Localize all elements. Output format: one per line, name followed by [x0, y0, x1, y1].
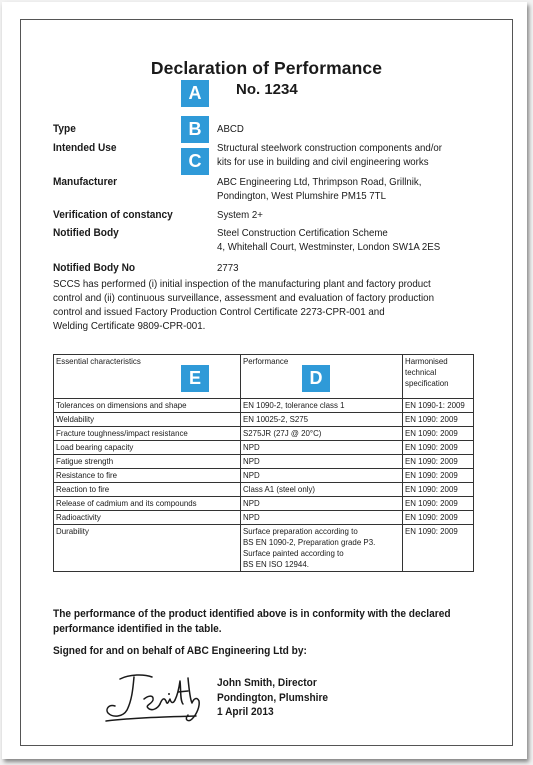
spec-cell: EN 1090: 2009: [403, 511, 474, 525]
performance-cell: Surface preparation according to BS EN 1090-2, Preparation grade P3. Surface painted according to BS EN ISO 12944.: [241, 525, 403, 572]
spec-cell: EN 1090-1: 2009: [403, 399, 474, 413]
notified-body-no-label: Notified Body No: [53, 262, 136, 274]
signatory-date: 1 April 2013: [217, 706, 274, 718]
performance-cell: EN 1090-2, tolerance class 1: [241, 399, 403, 413]
characteristic-cell: Radioactivity: [54, 511, 241, 525]
notified-body-line: 4, Whitehall Court, Westminster, London SW1A 2ES: [217, 241, 441, 253]
table-header-row: [54, 355, 474, 399]
intended-use-line: kits for use in building and civil engineering works: [217, 156, 429, 168]
verification-label: Verification of constancy: [53, 209, 173, 221]
intended-use-line: Structural steelwork construction components and/or: [217, 142, 442, 154]
statement-line: control and issued Factory Production Control Certificate 2273-CPR-001 and: [53, 306, 385, 318]
verification-value: System 2+: [217, 209, 263, 221]
performance-cell: NPD: [241, 497, 403, 511]
badge-e: E: [181, 365, 209, 392]
badge-b: B: [181, 116, 209, 143]
badge-c: C: [181, 148, 209, 175]
spec-cell: EN 1090: 2009: [403, 497, 474, 511]
notified-body-label: Notified Body: [53, 227, 119, 239]
manufacturer-line: Pondington, West Plumshire PM15 7TL: [217, 190, 386, 202]
column-header-performance: Performance: [241, 355, 403, 399]
spec-cell: EN 1090: 2009: [403, 413, 474, 427]
table-row: [54, 511, 474, 525]
manufacturer-label: Manufacturer: [53, 176, 118, 188]
type-label: Type: [53, 123, 76, 135]
signatory-name: John Smith, Director: [217, 677, 317, 689]
characteristic-cell: Resistance to fire: [54, 469, 241, 483]
table-row: [54, 469, 474, 483]
badge-a: A: [181, 80, 209, 107]
conformity-statement: [53, 607, 457, 637]
type-value: ABCD: [217, 123, 244, 135]
notified-body-value: [217, 226, 440, 254]
table-row: [54, 413, 474, 427]
manufacturer-line: ABC Engineering Ltd, Thrimpson Road, Grillnik,: [217, 176, 422, 188]
document-title: Declaration of Performance: [150, 58, 383, 78]
intended-use-value: [217, 141, 442, 169]
performance-cell: NPD: [241, 511, 403, 525]
conformity-line: The performance of the product identified above is in conformity with the declared: [53, 608, 451, 620]
performance-cell: Class A1 (steel only): [241, 483, 403, 497]
characteristic-cell: Tolerances on dimensions and shape: [54, 399, 241, 413]
characteristic-cell: Weldability: [54, 413, 241, 427]
characteristic-cell: Release of cadmium and its compounds: [54, 497, 241, 511]
table-row: [54, 441, 474, 455]
characteristic-cell: Load bearing capacity: [54, 441, 241, 455]
statement-line: SCCS has performed (i) initial inspection of the manufacturing plant and factory product: [53, 278, 431, 290]
performance-table: [53, 354, 474, 572]
conformity-line: performance identified in the table.: [53, 623, 222, 635]
spec-cell: EN 1090: 2009: [403, 427, 474, 441]
spec-cell: EN 1090: 2009: [403, 441, 474, 455]
table-row: [54, 427, 474, 441]
performance-cell: EN 10025-2, S275: [241, 413, 403, 427]
statement-line: Welding Certificate 9809-CPR-001.: [53, 320, 206, 332]
handwritten-signature: [100, 670, 210, 726]
intended-use-label: Intended Use: [53, 142, 117, 154]
characteristic-cell: Fracture toughness/impact resistance: [54, 427, 241, 441]
signatory-block: [217, 676, 328, 720]
certification-statement: [53, 277, 490, 333]
characteristic-cell: Reaction to fire: [54, 483, 241, 497]
manufacturer-value: [217, 175, 421, 203]
characteristic-cell: Durability: [54, 525, 241, 572]
signatory-place: Pondington, Plumshire: [217, 691, 329, 704]
signed-on-behalf: Signed for and on behalf of ABC Engineering Ltd by:: [53, 645, 307, 657]
table-row: [54, 497, 474, 511]
table-row: [54, 455, 474, 469]
table-row: [54, 483, 474, 497]
spec-cell: EN 1090: 2009: [403, 455, 474, 469]
performance-cell: NPD: [241, 441, 403, 455]
notified-body-no-value: 2773: [217, 262, 239, 274]
spec-cell: EN 1090: 2009: [403, 483, 474, 497]
document-number: No. 1234: [236, 81, 298, 98]
notified-body-line: Steel Construction Certification Scheme: [217, 227, 388, 239]
table-row: [54, 525, 474, 572]
performance-cell: NPD: [241, 455, 403, 469]
statement-line: control and (ii) continuous surveillance, assessment and evaluation of factory production: [53, 292, 435, 304]
column-header-characteristics: Essential characteristics: [54, 355, 241, 399]
spec-cell: EN 1090: 2009: [403, 525, 474, 572]
spec-cell: EN 1090: 2009: [403, 469, 474, 483]
table-row: [54, 399, 474, 413]
performance-cell: NPD: [241, 469, 403, 483]
characteristic-cell: Fatigue strength: [54, 455, 241, 469]
badge-d: D: [302, 365, 330, 392]
column-header-specification: Harmonised technical specification: [403, 355, 474, 399]
performance-cell: S275JR (27J @ 20°C): [241, 427, 403, 441]
